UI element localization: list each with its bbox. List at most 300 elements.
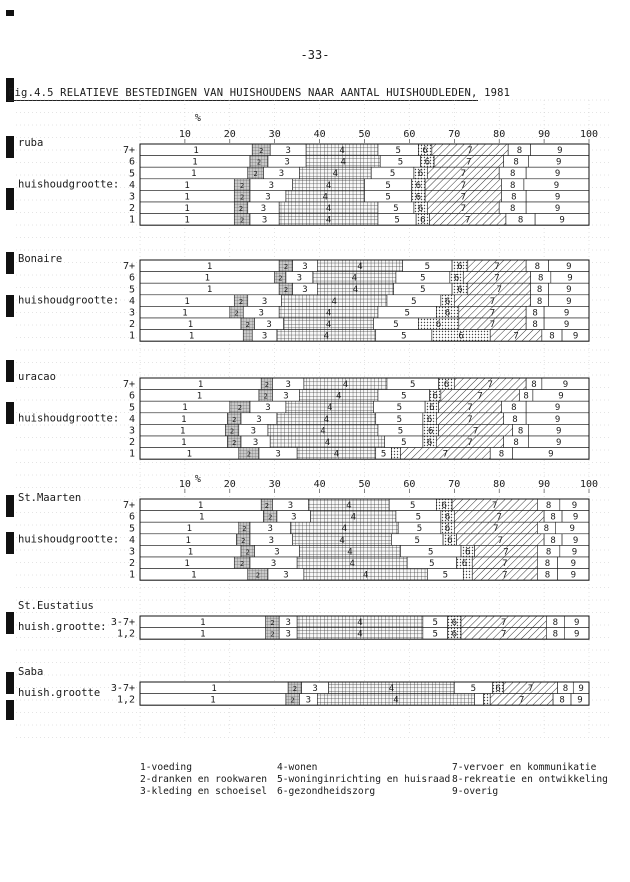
group-st-maarten: [18, 492, 589, 581]
segment-label: 7: [442, 449, 449, 460]
x-tick-label: 10: [178, 129, 191, 140]
segment-label: 9: [572, 512, 579, 523]
segment-label: 9: [573, 629, 580, 640]
segment-label: 9: [572, 331, 579, 342]
segment-label: 6: [432, 391, 438, 402]
segment-label: 5: [414, 535, 420, 546]
bar-segment: [243, 330, 252, 342]
segment-label: 8: [498, 449, 505, 460]
segment-label: 8: [531, 380, 537, 390]
x-tick-label: 90: [538, 479, 551, 490]
segment-label: 3: [261, 215, 268, 226]
segment-label: 1: [206, 262, 213, 272]
segment-label: 2: [278, 274, 283, 283]
segment-label: 7: [491, 501, 498, 511]
segment-label: 6: [457, 285, 463, 296]
segment-label: 5: [401, 331, 407, 342]
segment-label: 7: [500, 629, 507, 640]
segment-label: 4: [351, 273, 358, 284]
segment-label: 1: [199, 512, 205, 523]
row-label: 3: [128, 307, 135, 319]
segment-label: 4: [339, 146, 345, 156]
segment-label: 6: [428, 426, 434, 437]
segment-label: 8: [550, 512, 556, 523]
group-name-label: St.Maarten: [18, 492, 82, 504]
x-tick-label: 100: [579, 129, 599, 140]
row-label: 5: [128, 523, 135, 535]
figure-title: Fig.4.5 RELATIEVE BESTEDINGEN VAN HUISHOUDENS NAAR AANTAL HUISHOUDLEDEN, 1981: [8, 87, 511, 99]
legend-item: 1-voeding: [140, 762, 192, 773]
row-label: 3-7+: [110, 683, 135, 695]
row-label: 7+: [122, 261, 135, 273]
segment-label: 6: [461, 559, 468, 569]
row-label: 7+: [122, 145, 135, 157]
segment-label: 7: [493, 524, 499, 535]
row-label: 2: [128, 558, 135, 570]
group-axis-label: huish.grootte: [18, 686, 101, 699]
segment-label: 7: [527, 684, 534, 694]
segment-label: 6: [415, 180, 422, 191]
segment-label: 3: [278, 169, 285, 180]
segment-label: 5: [432, 618, 438, 628]
segment-label: 5: [389, 169, 396, 180]
segment-label: 2: [240, 560, 245, 568]
segment-label: 5: [380, 449, 387, 460]
segment-label: 3: [250, 426, 257, 437]
segment-label: 2: [240, 193, 245, 202]
segment-label: 9: [572, 535, 579, 546]
segment-label: 4: [325, 308, 332, 319]
segment-label: 5: [442, 570, 449, 581]
segment-label: 7: [477, 391, 483, 402]
segment-label: 9: [554, 169, 561, 180]
segment-label: 6: [451, 629, 458, 640]
segment-label: 2: [264, 381, 269, 389]
segment-label: 4: [339, 535, 345, 546]
axis-unit-label: %: [194, 474, 201, 485]
row-label: 7+: [122, 500, 135, 512]
segment-label: 2: [245, 548, 250, 557]
segment-label: 8: [544, 570, 551, 581]
segment-label: 9: [554, 414, 561, 425]
segment-label: 7: [494, 262, 500, 272]
segment-label: 3: [283, 570, 289, 581]
row-label: 6: [128, 156, 135, 168]
segment-label: 7: [513, 331, 519, 342]
segment-label: 1: [204, 273, 211, 284]
segment-label: 8: [549, 331, 555, 342]
segment-label: 4: [333, 449, 340, 460]
segment-label: 9: [555, 438, 562, 448]
segment-label: 1: [188, 331, 195, 342]
segment-label: 1: [184, 296, 190, 307]
x-tick-label: 80: [493, 129, 506, 140]
legend-item: 2-dranken en rookwaren: [140, 774, 268, 785]
segment-label: 5: [396, 414, 403, 425]
segment-label: 9: [570, 559, 576, 569]
row-label: 1: [128, 569, 135, 581]
segment-label: 1: [181, 414, 187, 425]
segment-label: 8: [511, 403, 517, 414]
segment-label: 1: [184, 215, 190, 226]
segment-label: 4: [341, 524, 348, 535]
row-label: 4: [128, 179, 135, 191]
row-label: 3: [128, 546, 135, 558]
segment-label: 8: [562, 684, 569, 694]
segment-label: 3: [268, 535, 275, 546]
segment-label: 5: [395, 146, 401, 156]
segment-label: 9: [548, 449, 554, 460]
row-label: 6: [128, 272, 135, 284]
segment-label: 8: [532, 308, 538, 319]
bar-segment: [483, 694, 490, 706]
segment-label: 9: [554, 192, 561, 203]
segment-label: 4: [322, 192, 328, 203]
segment-label: 9: [569, 524, 575, 535]
group-axis-label: huish.grootte:: [18, 620, 107, 633]
segment-label: 9: [563, 320, 570, 330]
segment-label: 1: [184, 559, 190, 569]
row-label: 1,2: [116, 694, 135, 706]
segment-label: 3: [258, 308, 264, 319]
segment-label: 1: [193, 146, 199, 156]
segment-label: 5: [424, 262, 431, 272]
segment-label: 3: [283, 391, 289, 402]
segment-label: 8: [550, 535, 556, 546]
x-tick-label: 40: [313, 479, 326, 490]
segment-label: 7: [460, 192, 466, 203]
segment-label: 8: [552, 618, 559, 628]
segment-label: 7: [518, 695, 525, 706]
segment-label: 6: [424, 157, 431, 168]
row-label: 3: [128, 425, 135, 437]
segment-label: 6: [443, 380, 450, 390]
segment-label: 2: [242, 525, 247, 534]
x-tick-label: 70: [448, 129, 461, 140]
segment-label: 1: [191, 169, 197, 180]
segment-label: 6: [420, 215, 426, 226]
segment-label: 8: [511, 192, 517, 203]
segment-label: 1: [211, 684, 217, 694]
segment-label: 4: [335, 391, 342, 402]
segment-label: 7: [502, 570, 508, 581]
row-label: 7+: [122, 379, 135, 391]
segment-label: 4: [340, 157, 346, 168]
segment-label: 2: [238, 297, 244, 306]
segment-label: 8: [559, 695, 565, 706]
group-axis-label: huishoudgrootte:: [18, 412, 120, 425]
segment-label: 5: [416, 524, 423, 535]
segment-label: 5: [415, 512, 422, 523]
segment-label: 6: [444, 308, 451, 319]
segment-label: 3: [256, 414, 262, 425]
x-tick-label: 100: [579, 479, 599, 490]
segment-label: 9: [566, 262, 572, 272]
segment-label: 8: [534, 262, 541, 272]
segment-label: 3: [267, 524, 273, 535]
row-label: 1,2: [116, 628, 135, 640]
segment-label: 7: [460, 204, 466, 214]
segment-label: 9: [553, 180, 560, 191]
segment-label: 8: [536, 285, 543, 296]
legend-item: 4-wonen: [277, 762, 318, 773]
segment-label: 4: [320, 426, 326, 437]
segment-label: 6: [447, 535, 453, 546]
segment-label: 7: [489, 308, 496, 319]
segment-label: 7: [467, 146, 473, 156]
x-tick-label: 70: [448, 479, 461, 490]
segment-label: 6: [465, 547, 471, 558]
segment-label: 2: [264, 502, 269, 510]
segment-label: 3: [275, 449, 281, 460]
segment-label: 3: [284, 157, 290, 168]
segment-label: 5: [410, 501, 416, 511]
segment-label: 5: [420, 273, 426, 284]
group-name-label: uracao: [18, 371, 56, 383]
segment-label: 5: [394, 215, 400, 226]
segment-label: 9: [570, 570, 576, 581]
segment-label: 7: [467, 438, 473, 448]
segment-label: 5: [385, 180, 391, 191]
group-saba: [18, 666, 589, 706]
segment-label: 8: [538, 273, 544, 284]
segment-label: 1: [210, 695, 216, 706]
segment-label: 6: [444, 524, 451, 535]
segment-label: 4: [350, 512, 356, 523]
page-number: -33-: [300, 48, 330, 62]
segment-label: 5: [429, 559, 435, 569]
group-bonaire: [18, 253, 589, 342]
segment-label: 9: [571, 547, 578, 558]
segment-label: 7: [494, 273, 500, 284]
segment-label: 1: [196, 391, 203, 402]
segment-label: 2: [232, 415, 237, 424]
segment-label: 2: [240, 216, 245, 225]
segment-label: 2: [268, 513, 273, 522]
segment-label: 1: [184, 192, 190, 203]
segment-label: 9: [555, 157, 562, 168]
segment-label: 8: [516, 146, 523, 156]
x-tick-label: 20: [223, 479, 236, 490]
segment-label: 4: [331, 296, 337, 307]
segment-label: 5: [401, 438, 407, 448]
row-label: 1: [128, 448, 135, 460]
segment-label: 2: [255, 571, 260, 580]
segment-label: 4: [347, 547, 353, 558]
segment-label: 3: [261, 331, 268, 342]
row-label: 3-7+: [110, 617, 135, 629]
row-label: 1: [128, 330, 135, 342]
x-tick-label: 50: [358, 479, 371, 490]
segment-label: 1: [200, 629, 206, 640]
segment-label: 2: [292, 685, 298, 693]
segment-label: 5: [410, 380, 416, 390]
segment-label: 3: [285, 629, 291, 640]
row-label: 4: [128, 295, 135, 307]
segment-label: 2: [245, 321, 250, 329]
segment-label: 3: [296, 273, 303, 284]
segment-label: 8: [513, 157, 519, 168]
row-label: 5: [128, 284, 135, 296]
group-st-eustatius: [18, 600, 589, 640]
segment-label: 7: [489, 296, 496, 307]
segment-label: 1: [182, 308, 188, 319]
segment-label: 2: [229, 427, 235, 436]
segment-label: 8: [513, 438, 519, 448]
segment-label: 9: [559, 215, 565, 226]
segment-label: 8: [536, 296, 543, 307]
segment-label: 3: [252, 438, 259, 448]
x-tick-label: 80: [493, 479, 506, 490]
row-label: 6: [128, 390, 135, 402]
segment-label: 9: [554, 204, 561, 214]
segment-label: 1: [184, 204, 190, 214]
segment-label: 5: [397, 426, 404, 437]
segment-label: 6: [426, 414, 433, 425]
segment-label: 7: [500, 618, 507, 628]
segment-label: 3: [312, 684, 318, 694]
segment-label: 3: [270, 559, 277, 569]
legend-column-1: [140, 762, 267, 798]
segment-label: 8: [545, 501, 552, 511]
segment-label: 7: [467, 414, 473, 425]
row-label: 4: [128, 413, 135, 425]
segment-label: 6: [415, 192, 422, 203]
group-name-label: Saba: [18, 666, 44, 678]
segment-label: 2: [253, 170, 258, 179]
segment-label: 2: [240, 181, 245, 190]
segment-label: 8: [509, 169, 516, 180]
segment-label: 9: [563, 308, 570, 319]
group-name-label: St.Eustatius: [18, 600, 94, 612]
segment-label: 9: [578, 684, 584, 694]
segment-label: 2: [234, 309, 239, 318]
group-ruba: [18, 137, 589, 226]
segment-label: 9: [557, 146, 563, 156]
axis-unit-label: %: [194, 113, 201, 124]
legend-item: 9-overig: [452, 786, 499, 797]
segment-label: 9: [571, 501, 578, 511]
segment-label: 6: [495, 684, 501, 694]
segment-label: 8: [552, 629, 559, 640]
segment-label: 3: [268, 180, 275, 191]
x-tick-label: 50: [358, 129, 371, 140]
segment-label: 3: [302, 262, 308, 272]
segment-label: 7: [460, 180, 466, 191]
segment-label: 5: [401, 391, 407, 402]
row-label: 2: [128, 319, 135, 331]
segment-label: 9: [567, 273, 573, 284]
row-label: 5: [128, 168, 135, 180]
segment-label: 3: [285, 146, 291, 156]
row-label: 3: [128, 191, 135, 203]
segment-label: 2: [283, 263, 289, 271]
segment-label: 8: [517, 426, 524, 437]
segment-label: 1: [179, 426, 186, 437]
segment-label: 9: [555, 426, 562, 437]
segment-label: 2: [290, 696, 295, 705]
segment-label: 8: [509, 180, 516, 191]
legend-column-2: [277, 762, 450, 798]
group-name-label: Bonaire: [18, 253, 63, 265]
row-label: 5: [128, 402, 135, 414]
segment-label: 3: [266, 320, 272, 330]
segment-label: 5: [397, 157, 404, 168]
segment-label: 6: [444, 296, 451, 307]
segment-label: 5: [428, 547, 434, 558]
bar-segment: [391, 448, 400, 460]
segment-label: 1: [185, 535, 191, 546]
segment-label: 3: [302, 285, 308, 296]
x-tick-label: 10: [178, 479, 191, 490]
segment-label: 1: [200, 618, 206, 628]
segment-label: 4: [332, 169, 339, 180]
segment-label: 1: [186, 524, 193, 535]
segment-label: 2: [232, 439, 237, 447]
segment-label: 4: [357, 629, 363, 640]
segment-label: 1: [206, 285, 213, 296]
segment-label: 1: [182, 403, 188, 414]
segment-label: 9: [554, 403, 561, 414]
segment-label: 5: [432, 629, 438, 640]
segment-label: 3: [291, 512, 297, 523]
segment-label: 4: [325, 180, 332, 191]
segment-label: 3: [265, 192, 271, 203]
segment-label: 6: [426, 438, 433, 448]
group-axis-label: huishoudgrootte:: [18, 178, 120, 191]
segment-label: 2: [270, 630, 275, 639]
x-tick-label: 60: [403, 479, 416, 490]
segment-label: 8: [544, 559, 551, 569]
segment-label: 9: [562, 380, 569, 390]
segment-label: 8: [517, 215, 524, 226]
legend-item: 3-kleding en schoeisel: [140, 786, 268, 797]
segment-label: 8: [523, 391, 529, 402]
segment-label: 5: [470, 684, 477, 694]
segment-label: 6: [417, 204, 424, 214]
segment-label: 3: [285, 618, 291, 628]
group-name-label: ruba: [18, 137, 44, 149]
segment-label: 5: [385, 192, 391, 203]
segment-label: 2: [270, 619, 275, 627]
segment-label: 7: [467, 403, 473, 414]
segment-label: 7: [496, 285, 502, 296]
segment-label: 6: [451, 618, 458, 628]
segment-label: 6: [417, 169, 424, 180]
segment-label: 7: [460, 169, 466, 180]
row-label: 2: [128, 437, 135, 449]
row-label: 4: [128, 534, 135, 546]
segment-label: 1: [181, 438, 187, 448]
segment-label: 6: [453, 273, 460, 284]
segment-label: 1: [191, 570, 197, 581]
segment-label: 6: [444, 512, 451, 523]
segment-label: 3: [285, 380, 291, 390]
segment-label: 4: [323, 414, 330, 425]
segment-label: 2: [246, 450, 251, 459]
segment-label: 6: [458, 331, 464, 342]
bar-segment: [475, 694, 484, 706]
segment-label: 3: [287, 501, 294, 511]
bar-segment: [463, 569, 472, 581]
segment-label: 4: [324, 438, 331, 448]
x-tick-label: 20: [223, 129, 236, 140]
x-tick-label: 30: [268, 129, 281, 140]
legend-item: 7-vervoer en kommunikatie: [452, 762, 597, 773]
segment-label: 8: [543, 524, 550, 535]
segment-label: 1: [192, 157, 198, 168]
segment-label: 5: [404, 308, 410, 319]
